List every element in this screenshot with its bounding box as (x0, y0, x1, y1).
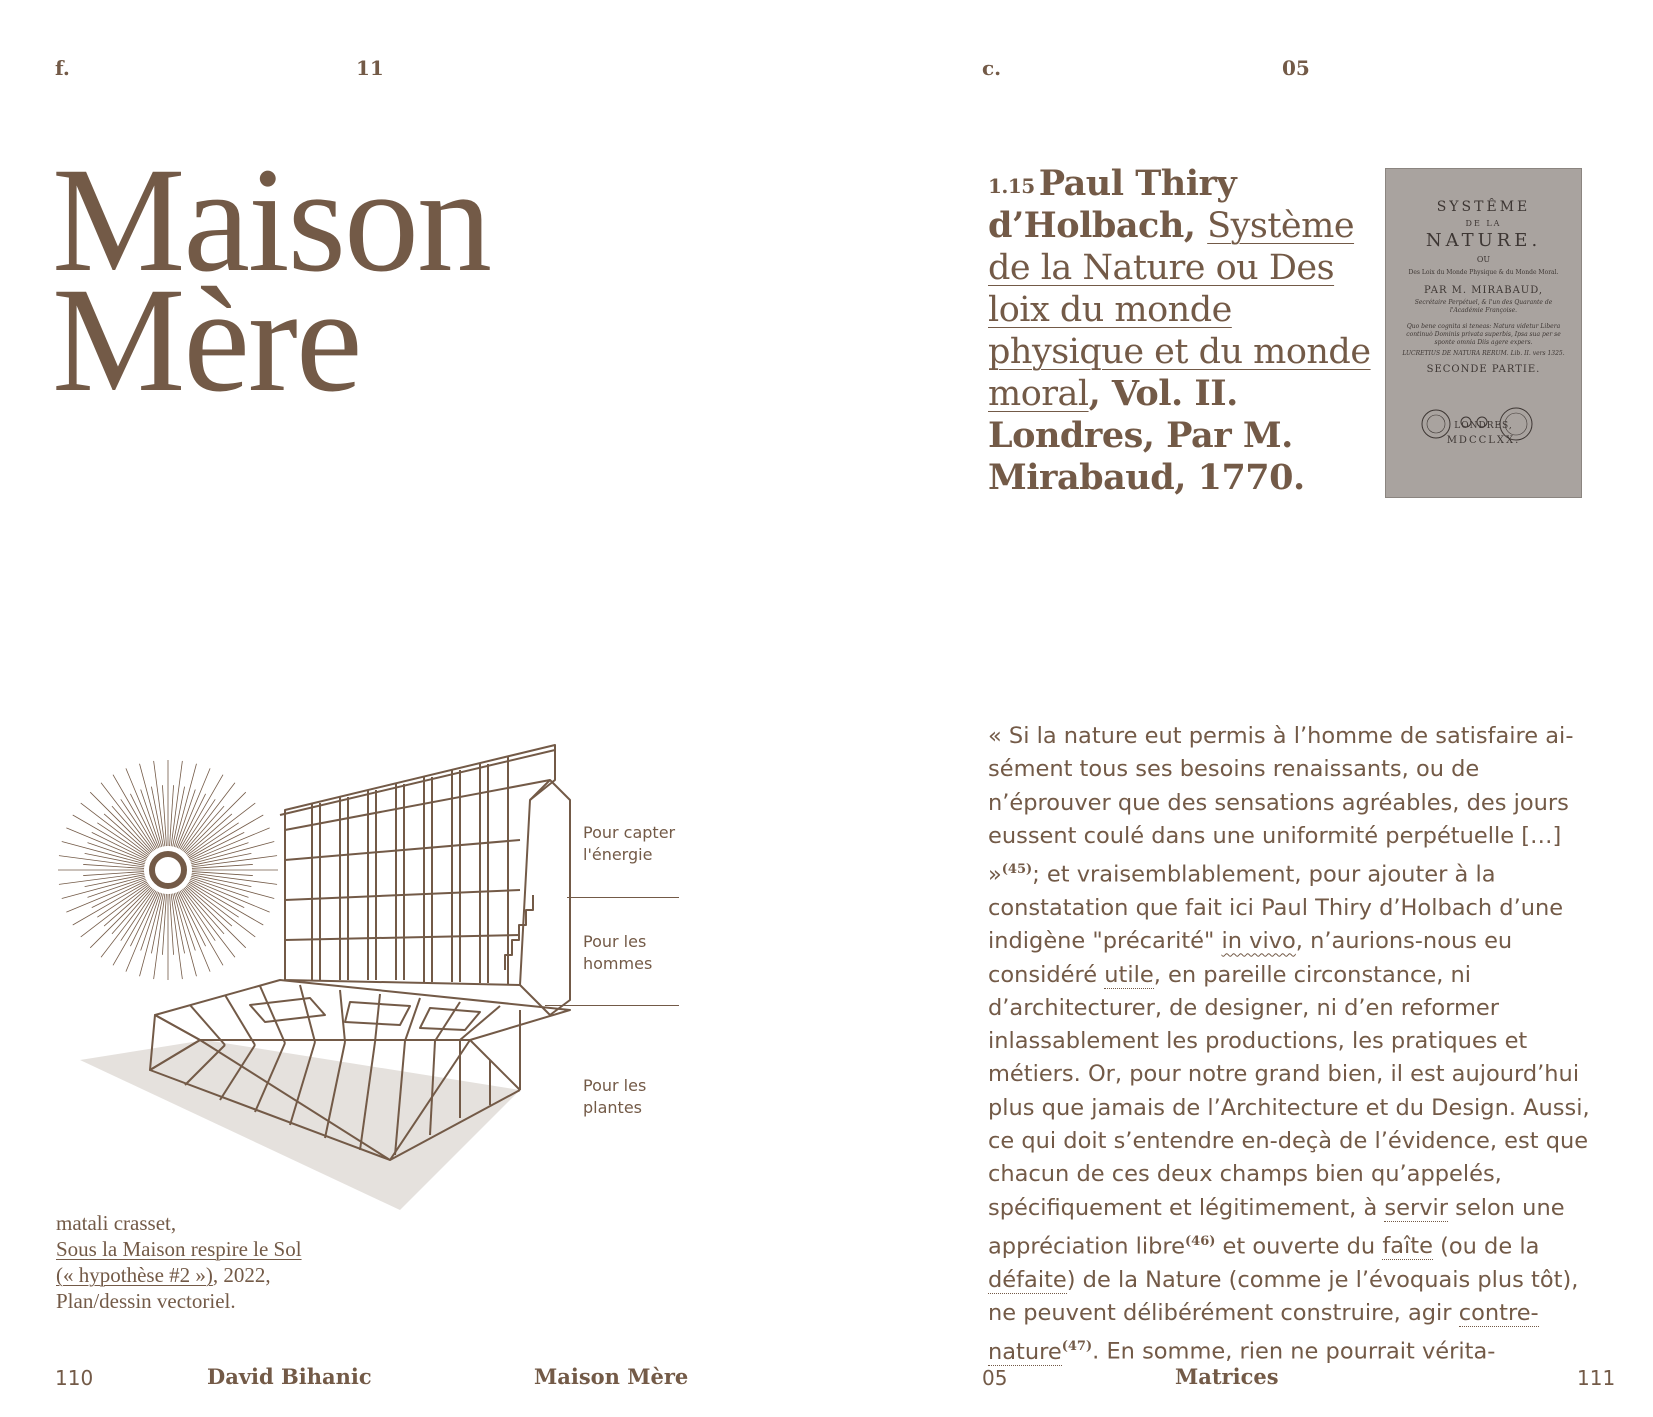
footer-section: Maison Mère (534, 1364, 689, 1389)
term-utile: utile (1104, 961, 1154, 988)
body-text-5: et ouverte du (1215, 1233, 1383, 1260)
sun-ray (190, 879, 269, 912)
cover-ou: OU (1476, 255, 1491, 264)
label-energy-line-1: Pour capter (583, 823, 676, 842)
cover-date: MDCCLXX. (1446, 435, 1521, 446)
cover-epigraph: Quo bene cognita si teneas: Natura videtur Libera continuò Dominis privata superbis, Ipsa sua per se sponte omnia Diis agere expers. (1406, 323, 1561, 346)
label-people-line-2: hommes (583, 954, 653, 973)
body-text-1: ; et vraisemblablement, pour ajouter à la constatation que fait ici Paul Thiry d’Holbach d’une indigène "précarité" (988, 861, 1564, 955)
body-text-4: selon une appréciation libre (988, 1194, 1565, 1260)
footnote-ref-46[interactable]: (46) (1185, 1233, 1216, 1249)
cover-author: PAR M. MIRABAUD, (1423, 285, 1544, 296)
sun-ray (180, 775, 223, 849)
body-text-3: , en pareille circonstance, ni d’architecturer, de designer, ni d’en reformer inlassablement les productions, les pratiques et métiers. Or, pour notre grand bien, il est aujourd’hui plus que jamais de l’Architecture et du Design. Aussi, ce qui doit s’entendre en-deçà de l’évidence, est que chacun de ces deux champs bien qu’appelés, spécifiquement et légitimement, à (988, 961, 1590, 1221)
cover-title-1: SYSTÊME (1436, 199, 1531, 215)
title-line-1: Maison (52, 137, 490, 303)
body-text-6: (ou de la (1432, 1233, 1540, 1260)
sun-ray (73, 815, 147, 858)
sun-ray (162, 785, 166, 846)
sun-ray (126, 892, 159, 971)
sun-ray (185, 792, 246, 853)
sun-ray (190, 828, 269, 861)
sun-ray (83, 864, 144, 868)
label-energy (583, 822, 675, 866)
sun-ray (113, 775, 156, 849)
label-energy-line-2: l'énergie (583, 845, 653, 864)
sun-ray (177, 768, 210, 847)
cover-subtitle: Des Loix du Monde Physique & du Monde Moral. (1408, 269, 1559, 276)
cover-epigraph-source: LUCRETIUS DE NATURA RERUM. Lib. II. vers 1325. (1402, 350, 1565, 357)
house-illustration (50, 740, 610, 1210)
footer-page-number-left: 110 (55, 1366, 94, 1390)
label-plants-line-1: Pour les (583, 1076, 647, 1095)
figure-caption (56, 1210, 302, 1314)
section-marker-letter: f. (55, 56, 70, 80)
sun-ray (185, 887, 246, 948)
reference-details: , Vol. II. Londres, Par M. Mirabaud, 1770. (988, 373, 1305, 498)
section-marker-number: 11 (356, 56, 384, 80)
caption-author: matali crasset, (56, 1211, 177, 1235)
cover-title-2: DE LA (1465, 219, 1502, 228)
chapter-marker-letter: c. (982, 56, 1002, 80)
cover-title-3: NATURE. (1425, 230, 1542, 251)
body-text-8: . En somme, rien ne pourrait vérita- (1092, 1338, 1496, 1365)
footer-page-number-right: 111 (1577, 1366, 1616, 1390)
sun-ray (66, 828, 145, 861)
sun-ray (192, 872, 253, 876)
library-stamps (1416, 404, 1556, 444)
sun-core (152, 854, 184, 886)
label-plants (583, 1075, 646, 1119)
sun-ray (83, 872, 144, 876)
caption-medium: Plan/dessin vectoriel. (56, 1289, 236, 1313)
book-cover-image (1385, 168, 1582, 498)
page-title (52, 137, 490, 423)
sun-ray (189, 815, 263, 858)
chapter-marker-number: 05 (1282, 56, 1310, 80)
label-plants-line-2: plantes (583, 1098, 642, 1117)
sun-ray (170, 785, 174, 846)
cover-place: LONDRES, (1454, 421, 1513, 431)
footer-author: David Bihanic (207, 1364, 372, 1389)
cover-author-role: Secrétaire Perpétuel, & l'un des Quarante de l'Académie Françoise. (1414, 299, 1553, 314)
sun-ray (177, 892, 210, 971)
caption-year: , 2022, (212, 1263, 271, 1287)
term-contre-nature: contre-nature (988, 1300, 1539, 1365)
reference-title: Système de la Nature ou Des loix du monde physique et du monde moral (988, 206, 1371, 414)
body-text-7: ) de la Nature (comme je l’évoquais plus tôt), ne peuvent délibérément construire, agir (988, 1266, 1579, 1327)
sun-icon (58, 760, 278, 980)
term-servir: servir (1384, 1194, 1449, 1221)
sun-ray (66, 879, 145, 912)
title-line-2: Mère (52, 257, 361, 423)
term-in-vivo: in vivo (1221, 928, 1296, 955)
bibliographic-reference (988, 163, 1378, 499)
body-paragraph (988, 720, 1604, 1369)
footnote-ref-45[interactable]: (45) (1001, 862, 1033, 878)
sun-ray (162, 894, 166, 955)
footnote-ref-47[interactable]: (47) (1061, 1339, 1093, 1355)
sun-ray (90, 887, 151, 948)
sun-ray (73, 882, 147, 925)
divider-2 (545, 1005, 679, 1006)
sun-ray (113, 891, 156, 965)
label-people-line-1: Pour les (583, 932, 647, 951)
reference-number: 1.15 (988, 174, 1035, 198)
caption-title: Sous la Maison respire le Sol (56, 1237, 302, 1261)
sun-ray (180, 891, 223, 965)
divider-1 (567, 897, 679, 898)
term-faite: faîte (1382, 1233, 1433, 1260)
sun-ray (192, 864, 253, 868)
quote-text: « Si la nature eut permis à l’homme de satisfaire aisément tous ses besoins renaissants, ou de n’éprouver que des sensations agréables, des jours eussent coulé dans une uniformité perpétuelle […] » (988, 723, 1574, 888)
footer-chapter-number: 05 (982, 1366, 1008, 1390)
sun-ray (170, 894, 174, 955)
caption-subtitle: (« hypothèse #2 ») (56, 1263, 213, 1287)
sun-ray (90, 792, 151, 853)
cover-part: SECONDE PARTIE. (1426, 364, 1541, 375)
sun-ray (126, 768, 159, 847)
sun-ray (189, 882, 263, 925)
term-defaite: défaite (988, 1266, 1067, 1293)
reference-author: Paul Thiry d’Holbach, (988, 163, 1237, 246)
footer-chapter: Matrices (1175, 1364, 1279, 1389)
label-people (583, 931, 652, 975)
body-text-2: , n’aurions-nous eu considéré (988, 928, 1513, 988)
